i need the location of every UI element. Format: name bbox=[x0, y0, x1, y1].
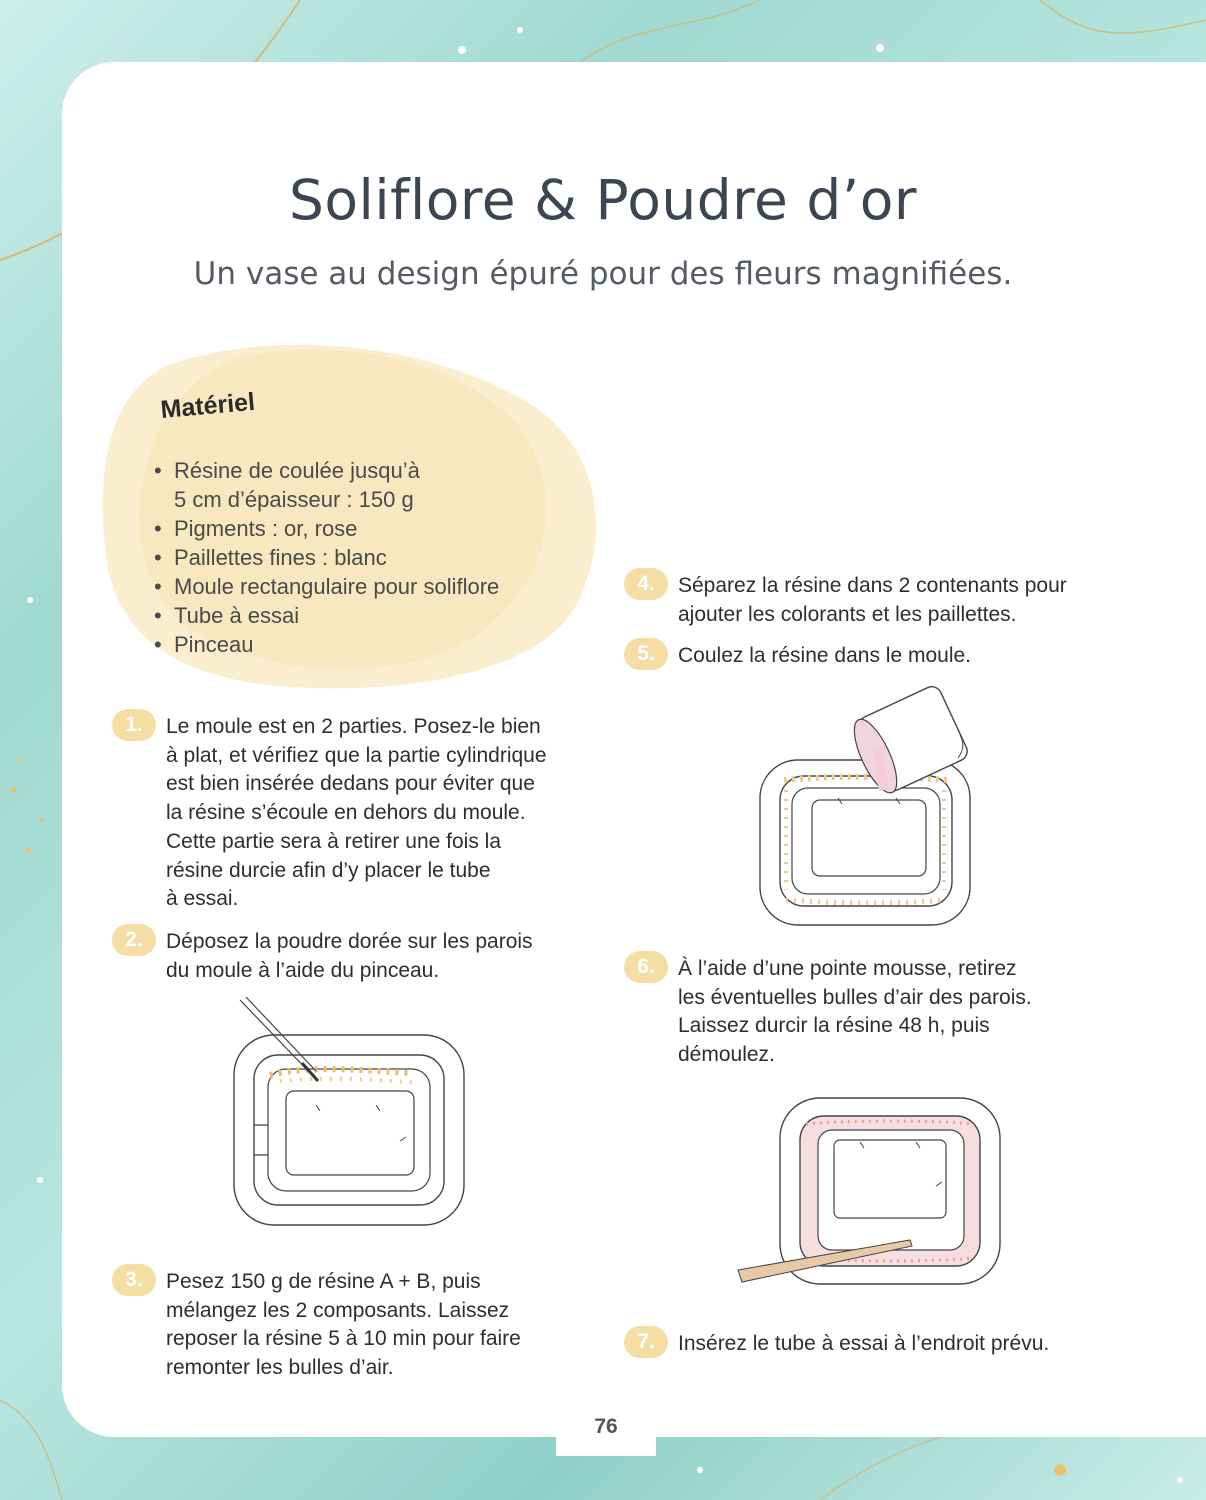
step-1-text: Le moule est en 2 parties. Posez-le bien à plat, et vérifiez que la partie cylindrique est bien insérée dedans pour éviter que la résine s’écoule en dehors du moule. Cette partie sera à retirer une fois la résine durcie afin d’y placer le tube à essai. bbox=[166, 715, 547, 911]
page-number: 76 bbox=[556, 1400, 656, 1456]
step-6-text: À l’aide d’une pointe mousse, retirez les éventuelles bulles d’air des parois. Laissez durcir la résine 48 h, puis démoulez. bbox=[678, 957, 1032, 1067]
materials-item: • Résine de coulée jusqu’à 5 cm d’épaisseur : 150 g bbox=[152, 456, 572, 514]
materials-item: • Moule rectangulaire pour soliflore bbox=[152, 572, 572, 601]
step-4-text: Séparez la résine dans 2 contenants pour ajouter les colorants et les paillettes. bbox=[678, 574, 1067, 626]
step-5-number: 5. bbox=[624, 638, 668, 670]
step-6-number: 6. bbox=[624, 951, 668, 983]
page-subtitle: Un vase au design épuré pour des fleurs magnifiées. bbox=[193, 256, 1013, 292]
materials-item: • Pigments : or, rose bbox=[152, 514, 572, 543]
materials-list bbox=[152, 456, 572, 659]
materials-heading: Matériel bbox=[159, 387, 257, 425]
page-title: Soliflore & Poudre d’or bbox=[288, 168, 918, 232]
pouring-resin-illustration bbox=[750, 680, 990, 930]
bubbles-removal-illustration bbox=[730, 1090, 1010, 1290]
step-7-number: 7. bbox=[624, 1326, 668, 1358]
step-3-number: 3. bbox=[112, 1264, 156, 1296]
step-7-text: Insérez le tube à essai à l’endroit prévu. bbox=[678, 1332, 1050, 1355]
materials-item: • Tube à essai bbox=[152, 601, 572, 630]
step-5-text: Coulez la résine dans le moule. bbox=[678, 644, 971, 667]
step-2-number: 2. bbox=[112, 924, 156, 956]
mold-brush-illustration bbox=[220, 995, 480, 1235]
step-1-number: 1. bbox=[112, 709, 156, 741]
materials-item: • Pinceau bbox=[152, 630, 572, 659]
step-4-number: 4. bbox=[624, 568, 668, 600]
step-3-text: Pesez 150 g de résine A + B, puis mélangez les 2 composants. Laissez reposer la résine 5 à 10 min pour faire remonter les bulles d’air. bbox=[166, 1270, 521, 1380]
materials-item: • Paillettes fines : blanc bbox=[152, 543, 572, 572]
step-2-text: Déposez la poudre dorée sur les parois du moule à l’aide du pinceau. bbox=[166, 930, 533, 982]
